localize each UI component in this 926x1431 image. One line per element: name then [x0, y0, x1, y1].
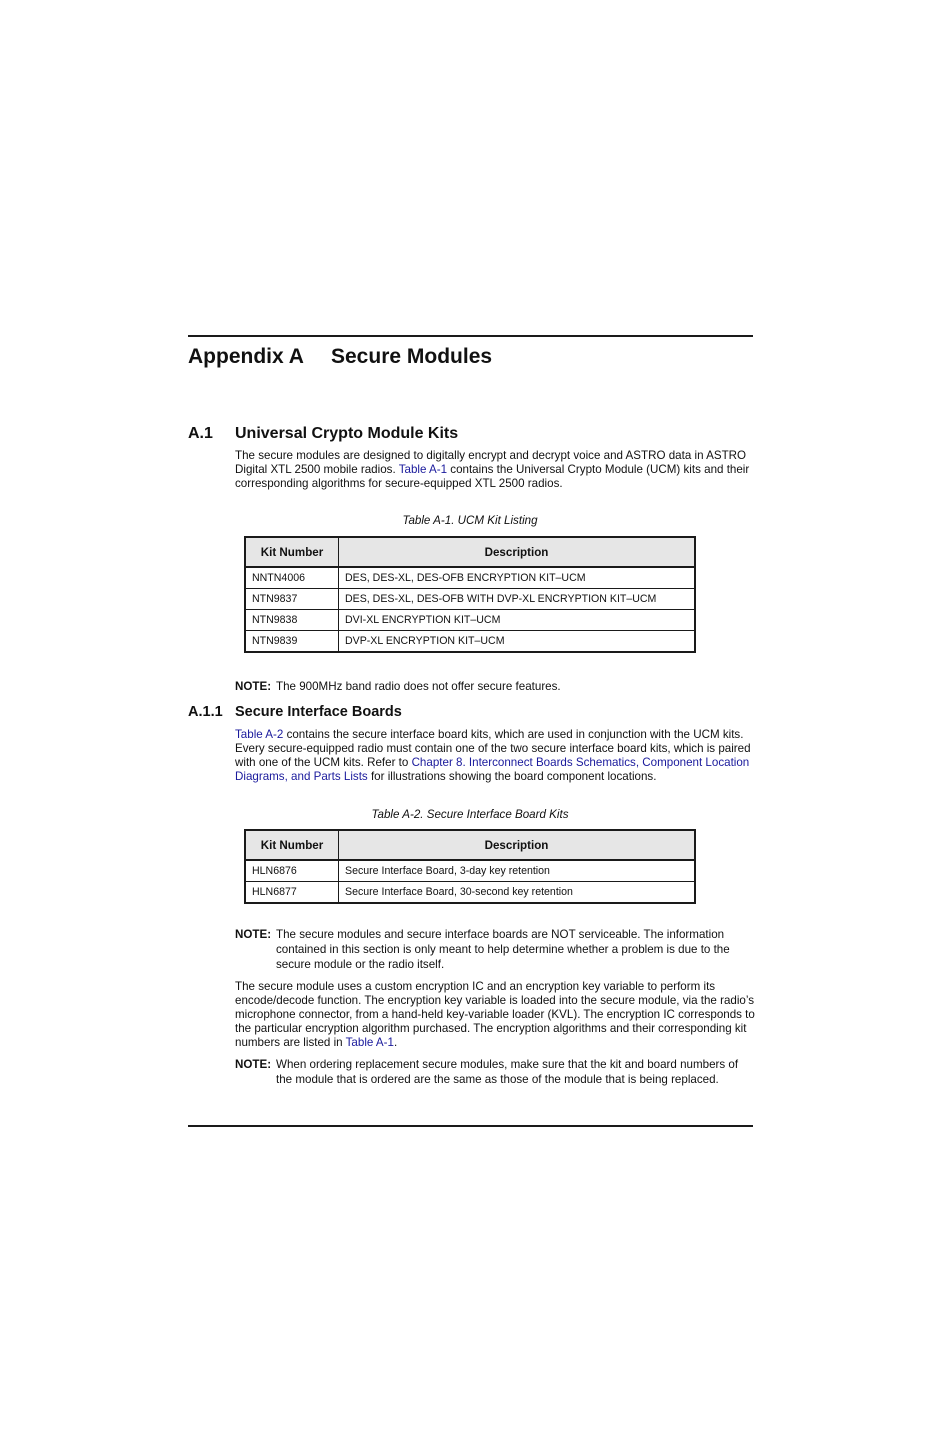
- section-title: Universal Crypto Module Kits: [235, 425, 459, 442]
- table-row: [245, 589, 695, 610]
- kit-number: NNTN4006: [245, 567, 339, 589]
- table-a1: [244, 536, 696, 653]
- interface-boards-paragraph: [235, 728, 755, 784]
- note-text: The secure modules and secure interface boards are NOT serviceable. The information contained in this section is only meant to help determine whether a problem is due to the secure module or the radio itself.: [276, 928, 730, 971]
- text: .: [393, 1036, 398, 1049]
- kit-number: NTN9837: [245, 589, 339, 610]
- description: DVP-XL ENCRYPTION KIT–UCM: [339, 631, 696, 653]
- note-label: NOTE:: [235, 1058, 272, 1071]
- table-row: [245, 882, 695, 904]
- chapter-8-link[interactable]: Chapter 8. Interconnect Boards Schematics, Component Location Diagrams, and Parts Lists: [235, 756, 750, 783]
- section-number: A.1.1: [188, 704, 223, 720]
- page-title: [188, 345, 492, 369]
- description: Secure Interface Board, 3-day key retention: [339, 860, 696, 882]
- kit-number: HLN6876: [245, 860, 339, 882]
- col-description: Description: [339, 830, 696, 860]
- note-ordering: [235, 1057, 755, 1087]
- section-heading-a11: [188, 704, 402, 720]
- table-row: [245, 860, 695, 882]
- table-row: [245, 610, 695, 631]
- table-row: [245, 567, 695, 589]
- note-text: When ordering replacement secure modules, make sure that the kit and board numbers of the module that is ordered are the same as those of the module that is being replaced.: [276, 1058, 739, 1086]
- note-not-serviceable: [235, 927, 755, 972]
- appendix-title: Secure Modules: [331, 345, 493, 368]
- description: DES, DES-XL, DES-OFB WITH DVP-XL ENCRYPTION KIT–UCM: [339, 589, 696, 610]
- kit-number: NTN9839: [245, 631, 339, 653]
- col-kit-number: Kit Number: [245, 830, 339, 860]
- table-row: [245, 631, 695, 653]
- text: for illustrations showing the board component locations.: [367, 770, 657, 783]
- table-header-row: [245, 537, 695, 567]
- description: DES, DES-XL, DES-OFB ENCRYPTION KIT–UCM: [339, 567, 696, 589]
- table-a2: [244, 829, 696, 904]
- text: The secure module uses a custom encryption IC and an encryption key variable to perform its encode/decode function. The encryption key variable is loaded into the secure module, via the radio’s microphone connector, from a hand-held key-variable loader (KVL). The encryption IC corresponds to the particular encryption algorithm purchased. The encryption algorithms and their corresponding kit numbers are listed in: [235, 980, 755, 1049]
- table-a2-caption: Table A-2. Secure Interface Board Kits: [371, 808, 569, 821]
- bottom-rule: [188, 1125, 753, 1127]
- note-text: The 900MHz band radio does not offer secure features.: [276, 680, 561, 693]
- section-number: A.1: [188, 425, 213, 442]
- description: Secure Interface Board, 30-second key retention: [339, 882, 696, 904]
- note-label: NOTE:: [235, 928, 272, 941]
- section-title: Secure Interface Boards: [235, 704, 402, 720]
- note-900mhz: [235, 679, 755, 694]
- section-heading-a1: [188, 425, 458, 443]
- secure-module-paragraph: [235, 980, 755, 1050]
- table-header-row: [245, 830, 695, 860]
- col-kit-number: Kit Number: [245, 537, 339, 567]
- table-a1-caption: Table A-1. UCM Kit Listing: [402, 514, 538, 527]
- col-description: Description: [339, 537, 696, 567]
- appendix-number: Appendix A: [188, 345, 304, 368]
- table-a1-link[interactable]: Table A-1: [398, 463, 448, 476]
- kit-number: HLN6877: [245, 882, 339, 904]
- table-a2-link[interactable]: Table A-2: [235, 728, 284, 741]
- top-rule: [188, 335, 753, 337]
- text: contains the secure interface board kits, which are used in conjunction with the UCM kits. Every secure-equipped radio must contain one of the two secure interface board kits, which is paired with one of the UCM kits. Refer to: [235, 728, 751, 769]
- kit-number: NTN9838: [245, 610, 339, 631]
- description: DVI-XL ENCRYPTION KIT–UCM: [339, 610, 696, 631]
- text: The secure modules are designed to digitally encrypt and decrypt voice and ASTRO data in ASTRO Digital XTL 2500 mobile radios.: [235, 449, 747, 476]
- table-a1-link[interactable]: Table A-1: [345, 1036, 394, 1049]
- note-label: NOTE:: [235, 680, 272, 693]
- text: contains the Universal Crypto Module (UCM) kits and their corresponding algorithms for secure-equipped XTL 2500 radios.: [235, 463, 750, 490]
- intro-paragraph: [235, 449, 755, 491]
